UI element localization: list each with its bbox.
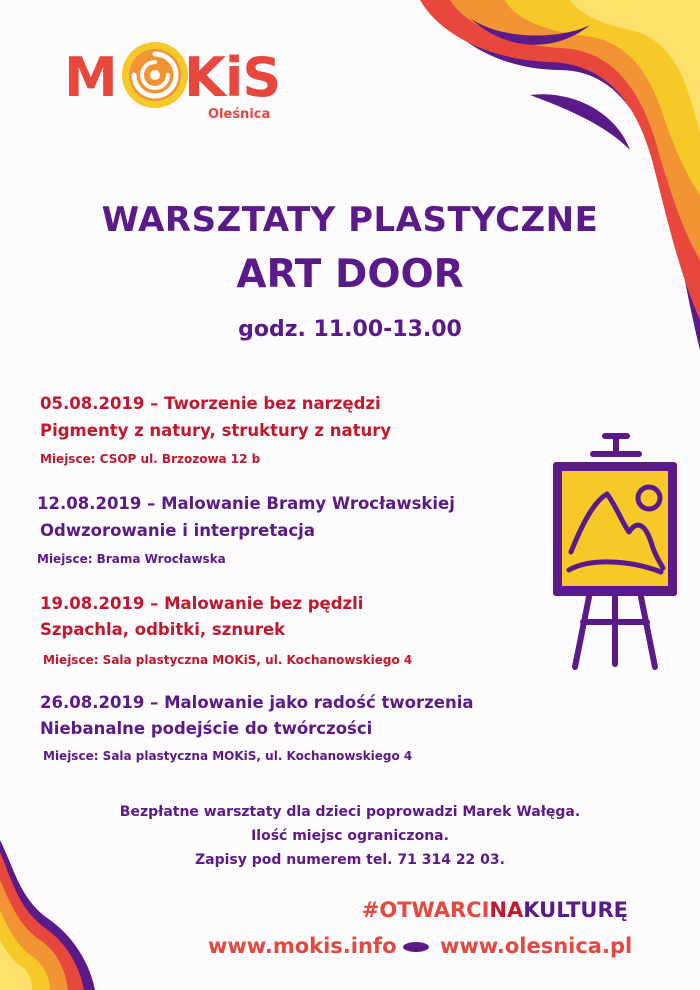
hashtag-part-3: KULTURĘ — [523, 898, 628, 922]
hashtag-part-2: NA — [489, 898, 524, 922]
event-4-subtitle: Niebanalne podejście do twórczości — [40, 719, 373, 738]
event-1-subtitle: Pigmenty z natury, struktury z natury — [40, 421, 392, 440]
event-2-place: Miejsce: Brama Wrocławska — [37, 552, 226, 566]
easel-painting-icon — [545, 432, 685, 672]
info-line-1: Bezpłatne warsztaty dla dzieci poprowadzi Marek Wałęga. — [119, 804, 581, 820]
info-line-2: Ilość miejsc ograniczona. — [251, 828, 449, 844]
decorative-swirl-top — [410, 0, 700, 350]
logo-brand-left: M — [64, 46, 117, 109]
info-line-3: Zapisy pod numerem tel. 71 314 22 03. — [195, 852, 505, 868]
event-4-place: Miejsce: Sala plastyczna MOKiS, ul. Kochanowskiego 4 — [43, 749, 413, 763]
event-3-subtitle: Szpachla, odbitki, sznurek — [40, 620, 286, 639]
hours-text: godz. 11.00-13.00 — [238, 317, 462, 342]
event-3-headline: 19.08.2019 – Malowanie bez pędzli — [40, 594, 364, 613]
spiral-o-icon — [120, 40, 190, 110]
mokis-logo[interactable] — [62, 38, 292, 128]
event-2-headline: 12.08.2019 – Malowanie Bramy Wrocławskiej — [37, 494, 455, 513]
event-4-headline: 26.08.2019 – Malowanie jako radość tworzenia — [40, 693, 474, 712]
hashtag — [362, 898, 628, 922]
event-2-subtitle: Odwzorowanie i interpretacja — [40, 521, 315, 540]
event-3-place: Miejsce: Sala plastyczna MOKiS, ul. Kochanowskiego 4 — [43, 653, 413, 667]
logo-brand-right: KiS — [184, 46, 281, 109]
event-1-headline: 05.08.2019 – Tworzenie bez narzędzi — [40, 394, 381, 413]
url-separator-dot — [403, 942, 429, 952]
link-olesnica[interactable]: www.olesnica.pl — [440, 934, 633, 958]
title-line-1: WARSZTATY PLASTYCZNE — [101, 200, 599, 240]
link-mokis[interactable]: www.mokis.info — [208, 934, 397, 958]
title-line-2: ART DOOR — [236, 252, 464, 297]
hashtag-part-1: #OTWARCI — [361, 898, 490, 922]
event-1-place: Miejsce: CSOP ul. Brzozowa 12 b — [40, 452, 261, 466]
logo-subtitle: Oleśnica — [208, 107, 271, 122]
